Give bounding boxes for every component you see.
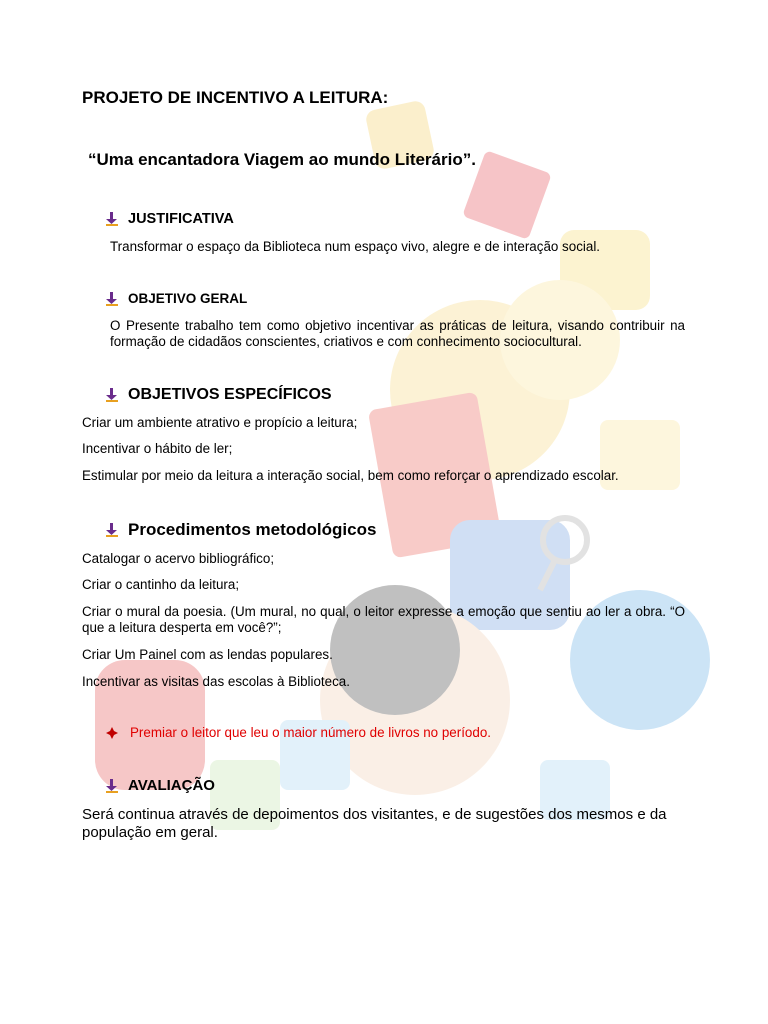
heading-text: JUSTIFICATIVA [128,211,234,227]
justificativa-text: Transformar o espaço da Biblioteca num espaço vivo, alegre e de interação social. [110,239,601,254]
arrow-bullet-icon [106,523,118,537]
highlight-item [106,725,491,741]
section-heading-procedimentos [106,520,376,540]
document-subtitle: “Uma encantadora Viagem ao mundo Literário”. [88,150,476,169]
heading-text: Procedimentos metodológicos [128,520,377,539]
section-heading-justificativa [106,211,234,227]
section-heading-objetivos-especificos [106,386,332,404]
list-item: Criar Um Painel com as lendas populares. [82,647,333,662]
list-item: Catalogar o acervo bibliográfico; [82,551,275,566]
list-item: Estimular por meio da leitura a interação social, bem como reforçar o aprendizado escolar. [82,468,619,483]
arrow-bullet-icon [106,292,118,306]
arrow-bullet-icon [106,212,118,226]
diamond-bullet-icon [106,727,118,739]
list-item: Criar um ambiente atrativo e propício a leitura; [82,415,358,430]
arrow-bullet-icon [106,779,118,793]
highlight-text: Premiar o leitor que leu o maior número de livros no período. [130,725,491,740]
list-item: Criar o mural da poesia. (Um mural, no qual, o leitor expresse a emoção que sentiu ao ler a obra. “O que a leitura desperta em você?”; [82,604,685,635]
heading-text: OBJETIVO GERAL [128,291,248,306]
heading-text: AVALIAÇÃO [128,777,215,794]
section-heading-avaliacao [106,777,215,794]
avaliacao-text: Será continua através de depoimentos dos visitantes, e de sugestões dos mesmos e da população em geral. [82,806,667,841]
list-item: Incentivar o hábito de ler; [82,441,233,456]
arrow-bullet-icon [106,388,118,402]
objetivo-geral-text: O Presente trabalho tem como objetivo incentivar as práticas de leitura, visando contribuir na formação de cidadãos conscientes, criativos e com conhecimento sociocultural. [110,318,685,349]
document-title: PROJETO DE INCENTIVO A LEITURA: [82,88,389,107]
list-item: Incentivar as visitas das escolas à Biblioteca. [82,674,350,689]
heading-text: OBJETIVOS ESPECÍFICOS [128,386,332,403]
list-item: Criar o cantinho da leitura; [82,577,240,592]
section-heading-objetivo-geral [106,291,247,306]
